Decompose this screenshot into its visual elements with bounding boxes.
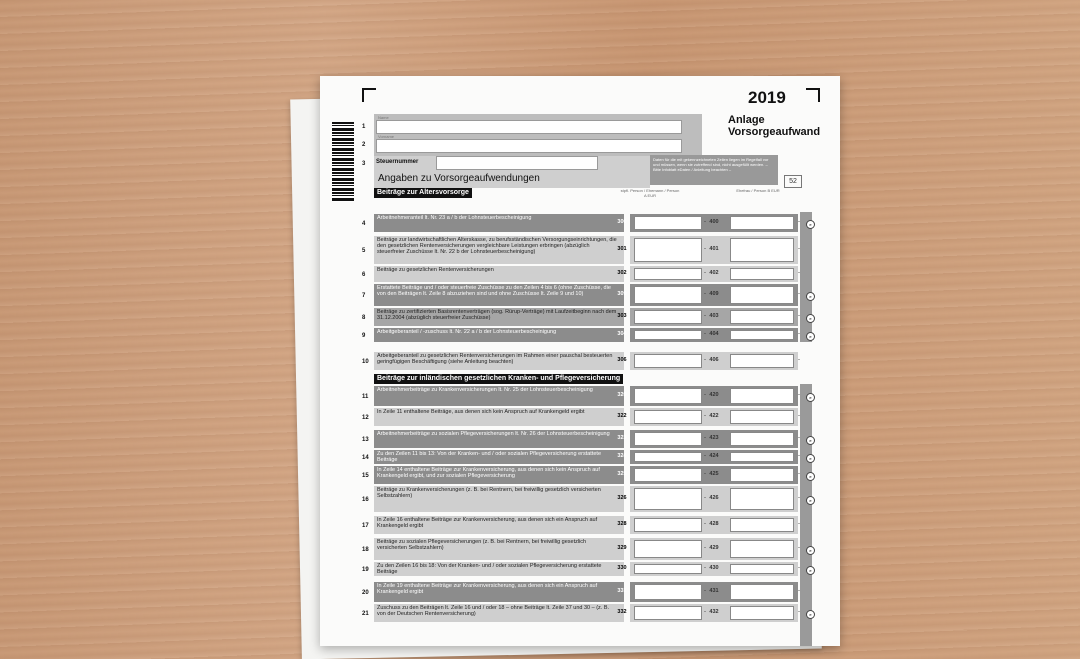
code-b: 429: [709, 545, 719, 551]
line-number: 18: [362, 547, 369, 553]
form-line-16: [374, 486, 812, 512]
edaten-marker-icon: e: [806, 496, 815, 505]
amount-input-a[interactable]: [634, 488, 702, 510]
form-line-20: [374, 582, 798, 602]
line-number: 7: [362, 293, 366, 299]
code-a: 322: [617, 413, 627, 419]
dash: -: [704, 357, 706, 363]
name-field[interactable]: [376, 120, 682, 134]
form-line-4: [374, 214, 812, 232]
code-b: 401: [709, 246, 719, 252]
edaten-marker-icon: e: [806, 292, 815, 301]
code-b: 424: [709, 453, 719, 459]
code-a: 300: [617, 219, 627, 225]
dash: -: [704, 392, 706, 398]
amount-input-a[interactable]: [634, 238, 702, 262]
dash: -: [704, 246, 706, 252]
line-number: 6: [362, 272, 366, 278]
form-line-7: [374, 284, 812, 306]
code-a: 303: [617, 313, 627, 319]
dash: -: [704, 313, 706, 319]
dash: -: [798, 471, 800, 477]
code-a: 309: [617, 291, 627, 297]
dash: -: [798, 413, 800, 419]
code-b: 432: [709, 609, 719, 615]
line-number: 14: [362, 455, 369, 461]
amount-input-b[interactable]: [730, 540, 794, 558]
line-number: 5: [362, 248, 366, 254]
code-b: 409: [709, 291, 719, 297]
line-number: 8: [362, 315, 366, 321]
amount-input-b[interactable]: [730, 238, 794, 262]
dash: -: [798, 291, 800, 297]
dash: -: [704, 471, 706, 477]
form-line-11: [374, 386, 812, 406]
dash: -: [798, 609, 800, 615]
side-strip: [800, 384, 812, 646]
code-a: 328: [617, 521, 627, 527]
line-description: Zu den Zeilen 11 bis 13: Von der Kranken- und / oder sozialen Pflegeversicherung erstattete Beiträge: [377, 451, 602, 463]
code-a: 329: [617, 545, 627, 551]
info-note: Daten für die mit gekennzeichneten Zeilen liegen im Regelfall vor und müssen, wenn sie zutreffend sind, nicht ausgefüllt werden. – Bitte Infoblatt eDaten / Anleitung beachten –: [650, 155, 778, 185]
code-b: 406: [709, 357, 719, 363]
section-alters: Beiträge zur Altersvorsorge: [374, 188, 472, 198]
edaten-marker-icon: e: [806, 546, 815, 555]
crop-mark-right: [806, 88, 820, 102]
amount-input-b[interactable]: [730, 410, 794, 424]
form-line-17: [374, 516, 798, 534]
code-b: 425: [709, 471, 719, 477]
amount-input-a[interactable]: [634, 388, 702, 404]
amount-input-a[interactable]: [634, 584, 702, 600]
amount-input-b[interactable]: [730, 330, 794, 340]
line-number: 15: [362, 473, 369, 479]
line-description: Arbeitnehmeranteil lt. Nr. 23 a / b der Lohnsteuerbescheinigung: [377, 215, 532, 221]
dash: -: [704, 545, 706, 551]
form-line-6: [374, 266, 798, 282]
amount-input-a[interactable]: [634, 330, 702, 340]
code-b: 403: [709, 313, 719, 319]
col-a-header: stpfl. Person / Ehemann / Person A EUR: [620, 188, 680, 198]
amount-input-b[interactable]: [730, 564, 794, 574]
amount-input-b[interactable]: [730, 488, 794, 510]
form-line-18: [374, 538, 812, 560]
line-number: 20: [362, 590, 369, 596]
code-a: 306: [617, 357, 627, 363]
form-year: 2019: [748, 88, 786, 107]
amount-input-b[interactable]: [730, 268, 794, 280]
dash: -: [704, 565, 706, 571]
form-line-14: [374, 450, 812, 464]
code-a: 326: [617, 495, 627, 501]
amount-input-a[interactable]: [634, 518, 702, 532]
amount-input-a[interactable]: [634, 268, 702, 280]
line-number: 21: [362, 611, 369, 617]
amount-input-b[interactable]: [730, 216, 794, 230]
line-description: Arbeitgeberanteil / -zuschuss lt. Nr. 22 a / b der Lohnsteuerbescheinigung: [377, 329, 557, 335]
amount-input-a[interactable]: [634, 432, 702, 446]
amount-input-a[interactable]: [634, 540, 702, 558]
form-line-5: [374, 236, 798, 264]
code-b: 428: [709, 521, 719, 527]
dash: -: [704, 495, 706, 501]
form-title-line2: Vorsorgeaufwand: [728, 126, 821, 138]
code-b: 426: [709, 495, 719, 501]
line-description: Erstattete Beiträge und / oder steuerfreie Zuschüsse zu den Zeilen 4 bis 6 (ohne Zuschüsse, die von den Beiträgen lt. Zeile 8 abzuziehen sind und ohne Zuschüsse lt. Zeile 9 und 10): [377, 285, 611, 297]
line-description: In Zeile 19 enthaltene Beiträge zur Krankenversicherung, aus denen sich ein Anspruch auf Krankengeld ergibt: [377, 583, 598, 595]
dash: -: [798, 246, 800, 252]
line-description: Zu den Zeilen 16 bis 18: Von der Kranken- und / oder sozialen Pflegeversicherung erstattete Beiträge: [377, 563, 602, 575]
dash: -: [798, 313, 800, 319]
code-a: 320: [617, 392, 627, 398]
vorname-label: Vorname: [378, 134, 395, 139]
line-number: 12: [362, 415, 369, 421]
dash: -: [798, 521, 800, 527]
steuernummer-field[interactable]: [436, 156, 598, 170]
amount-input-a[interactable]: [634, 564, 702, 574]
dash: -: [704, 331, 706, 337]
edaten-marker-icon: e: [806, 220, 815, 229]
vorname-field[interactable]: [376, 139, 682, 153]
dash: -: [704, 453, 706, 459]
form-line-15: [374, 466, 812, 484]
col-b-header: Ehefrau / Person B EUR: [736, 188, 780, 193]
line-description: Beiträge zu sozialen Pflegeversicherungen (z. B. bei Rentnern, bei freiwillig gesetzlich versicherten Selbstzahlern): [377, 539, 587, 551]
line-description: Arbeitgeberanteil zu gesetzlichen Rentenversicherungen im Rahmen einer pauschal besteuerten geringfügigen Beschäftigung (siehe Anleitung beachten): [377, 353, 613, 365]
form-title-line1: Anlage: [728, 114, 765, 126]
form-line-19: [374, 562, 812, 576]
dash: -: [798, 392, 800, 398]
amount-input-a[interactable]: [634, 216, 702, 230]
dash: -: [704, 291, 706, 297]
dash: -: [704, 435, 706, 441]
amount-input-a[interactable]: [634, 468, 702, 482]
form-line-12: [374, 408, 798, 426]
dash: -: [704, 521, 706, 527]
tax-form-sheet: [320, 76, 840, 646]
line-number: 9: [362, 333, 366, 339]
line-number: 10: [362, 359, 369, 365]
dash: -: [798, 435, 800, 441]
line-description: Beiträge zu Krankenversicherungen (z. B. bei Rentnern, bei freiwillig gesetzlich versicherten Selbstzahlern): [377, 487, 601, 499]
line-number: 2: [362, 142, 366, 148]
crop-mark-left: [362, 88, 376, 102]
amount-input-a[interactable]: [634, 452, 702, 462]
dash: -: [798, 588, 800, 594]
code-b: 400: [709, 219, 719, 225]
form-line-10: [374, 352, 798, 370]
code-a: 332: [617, 609, 627, 615]
code-a: 325: [617, 471, 627, 477]
dash: -: [704, 413, 706, 419]
code-a: 324: [617, 453, 627, 459]
amount-input-a[interactable]: [634, 286, 702, 304]
line-number: 4: [362, 221, 366, 227]
line-description: Beiträge zur landwirtschaftlichen Alterskasse, zu berufsständischen Versorgungseinrichtungen, die den gesetzlichen Rentenversicherungen vergleichbare Leistungen erbringen (abzüglich steuerfreier Zuschüsse lt. Nr. 22 b der Lohnsteuerbescheinigung): [377, 237, 617, 255]
form-title: [728, 114, 820, 138]
code-a: 323: [617, 435, 627, 441]
amount-input-b[interactable]: [730, 606, 794, 620]
form-line-9: [374, 328, 812, 342]
line-number: 19: [362, 567, 369, 573]
amount-input-a[interactable]: [634, 310, 702, 324]
code-b: 423: [709, 435, 719, 441]
dash: -: [798, 565, 800, 571]
edaten-marker-icon: e: [806, 610, 815, 619]
dash: -: [798, 219, 800, 225]
code-b: 431: [709, 588, 719, 594]
dash: -: [798, 357, 800, 363]
code-a: 331: [617, 588, 627, 594]
amount-input-b[interactable]: [730, 388, 794, 404]
code-b: 402: [709, 270, 719, 276]
line-number: 3: [362, 161, 366, 167]
amount-input-b[interactable]: [730, 452, 794, 462]
code-a: 304: [617, 331, 627, 337]
line-number: 1: [362, 124, 366, 130]
line-number: 17: [362, 523, 369, 529]
line-description: Zuschuss zu den Beiträgen lt. Zeile 16 und / oder 18 – ohne Beiträge lt. Zeile 37 und 30 – (z. B. von der Deutschen Rentenversicherung): [377, 605, 610, 617]
main-heading: Angaben zu Vorsorgeaufwendungen: [378, 173, 540, 184]
dash: -: [704, 219, 706, 225]
code-b: 422: [709, 413, 719, 419]
name-label: Name: [378, 115, 389, 120]
section-kranken: Beiträge zur inländischen gesetzlichen Kranken- und Pflegeversicherung: [374, 374, 623, 384]
dash: -: [798, 453, 800, 459]
code-b: 404: [709, 331, 719, 337]
amount-input-a[interactable]: [634, 606, 702, 620]
amount-input-a[interactable]: [634, 354, 702, 368]
page-code: 52: [784, 175, 802, 188]
amount-input-b[interactable]: [730, 354, 794, 368]
line-description: Beiträge zu zertifizierten Basisrentenverträgen (sog. Rürup-Verträge) mit Laufzeitbeginn nach dem 31.12.2004 (abzüglich steuerfreier Zuschüsse): [377, 309, 617, 321]
code-b: 430: [709, 565, 719, 571]
edaten-marker-icon: e: [806, 454, 815, 463]
form-line-8: [374, 308, 812, 326]
amount-input-a[interactable]: [634, 410, 702, 424]
line-description: In Zeile 14 enthaltene Beiträge zur Krankenversicherung, aus denen sich kein Anspruch auf Krankengeld ergibt, und zur sozialen Pflegeversicherung: [377, 467, 600, 479]
amount-input-b[interactable]: [730, 286, 794, 304]
line-number: 11: [362, 394, 369, 400]
edaten-marker-icon: e: [806, 436, 815, 445]
code-a: 301: [617, 246, 627, 252]
dash: -: [798, 495, 800, 501]
amount-input-b[interactable]: [730, 518, 794, 532]
code-a: 302: [617, 270, 627, 276]
edaten-marker-icon: e: [806, 314, 815, 323]
line-description: In Zeile 16 enthaltene Beiträge zur Krankenversicherung, aus denen sich ein Anspruch auf Krankengeld ergibt: [377, 517, 598, 529]
amount-input-b[interactable]: [730, 584, 794, 600]
dash: -: [704, 588, 706, 594]
line-description: In Zeile 11 enthaltene Beiträge, aus denen sich kein Anspruch auf Krankengeld ergibt: [377, 409, 585, 415]
steuernummer-label: Steuernummer: [376, 159, 419, 165]
code-a: 330: [617, 565, 627, 571]
barcode: [332, 122, 354, 202]
line-description: Arbeitnehmerbeiträge zu Krankenversicherungen lt. Nr. 25 der Lohnsteuerbescheinigung: [377, 387, 593, 393]
line-description: Arbeitnehmerbeiträge zu sozialen Pflegeversicherungen lt. Nr. 26 der Lohnsteuerbescheinigung: [377, 431, 610, 437]
edaten-marker-icon: e: [806, 472, 815, 481]
dash: -: [704, 270, 706, 276]
dash: -: [798, 270, 800, 276]
form-line-13: [374, 430, 812, 448]
amount-input-b[interactable]: [730, 468, 794, 482]
edaten-marker-icon: e: [806, 393, 815, 402]
code-b: 420: [709, 392, 719, 398]
dash: -: [798, 545, 800, 551]
line-description: Beiträge zu gesetzlichen Rentenversicherungen: [377, 267, 494, 273]
line-number: 13: [362, 437, 369, 443]
amount-input-b[interactable]: [730, 310, 794, 324]
edaten-marker-icon: e: [806, 332, 815, 341]
form-line-21: [374, 604, 812, 622]
edaten-marker-icon: e: [806, 566, 815, 575]
amount-input-b[interactable]: [730, 432, 794, 446]
dash: -: [798, 331, 800, 337]
line-number: 16: [362, 497, 369, 503]
dash: -: [704, 609, 706, 615]
